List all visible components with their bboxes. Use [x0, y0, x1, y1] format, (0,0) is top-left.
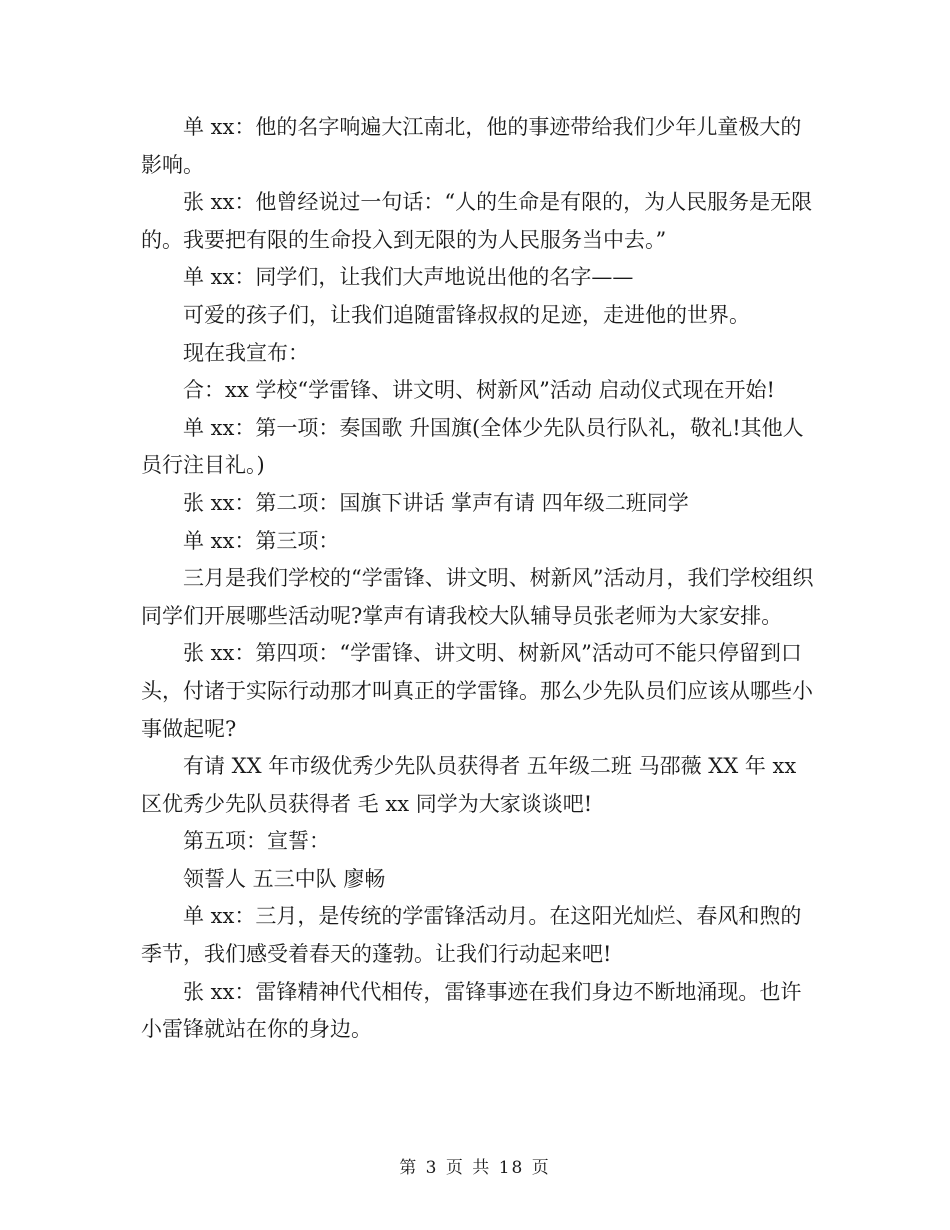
paragraph: 张 xx：第二项：国旗下讲话 掌声有请 四年级二班同学: [183, 490, 689, 515]
paragraph: 可爱的孩子们，让我们追随雷锋叔叔的足迹，走进他的世界。: [183, 302, 750, 327]
paragraph: 单 xx：第三项：: [183, 528, 340, 553]
paragraph: 单 xx：第一项：奏国歌 升国旗(全体少先队员行队礼，敬礼!其他人员行注目礼。): [141, 415, 804, 478]
paragraph: 单 xx：他的名字响遍大江南北，他的事迹带给我们少年儿童极大的影响。: [141, 115, 802, 177]
paragraph: 单 xx：三月，是传统的学雷锋活动月。在这阳光灿烂、春风和煦的季节，我们感受着春天的蓬勃。让我们行动起来吧!: [141, 904, 802, 967]
paragraph: 单 xx：同学们，让我们大声地说出他的名字——: [183, 265, 634, 290]
paragraph: 领誓人 五三中队 廖畅: [183, 866, 386, 891]
paragraph: 有请 XX 年市级优秀少先队员获得者 五年级二班 马邵薇 XX 年 xx 区优秀少先队员获得者 毛 xx 同学为大家谈谈吧!: [141, 754, 797, 816]
paragraph: 第五项：宣誓：: [183, 829, 330, 854]
paragraph: 张 xx：他曾经说过一句话：“人的生命是有限的，为人民服务是无限的。我要把有限的生命投入到无限的为人民服务当中去。”: [141, 190, 813, 252]
paragraph: 张 xx：雷锋精神代代相传，雷锋事迹在我们身边不断地涌现。也许小雷锋就站在你的身边。: [141, 979, 802, 1042]
paragraph: 合：xx 学校“学雷锋、讲文明、树新风”活动 启动仪式现在开始!: [183, 378, 775, 403]
page-footer: 第 3 页 共 18 页: [399, 1158, 551, 1178]
document-body: [141, 109, 821, 1049]
paragraph: 三月是我们学校的“学雷锋、讲文明、树新风”活动月，我们学校组织同学们开展哪些活动呢?掌声有请我校大队辅导员张老师为大家安排。: [141, 566, 814, 628]
paragraph: 张 xx：第四项：“学雷锋、讲文明、树新风”活动可不能只停留到口头，付诸于实际行动那才叫真正的学雷锋。那么少先队员们应该从哪些小事做起呢?: [141, 641, 813, 741]
paragraph: 现在我宣布：: [183, 340, 309, 365]
